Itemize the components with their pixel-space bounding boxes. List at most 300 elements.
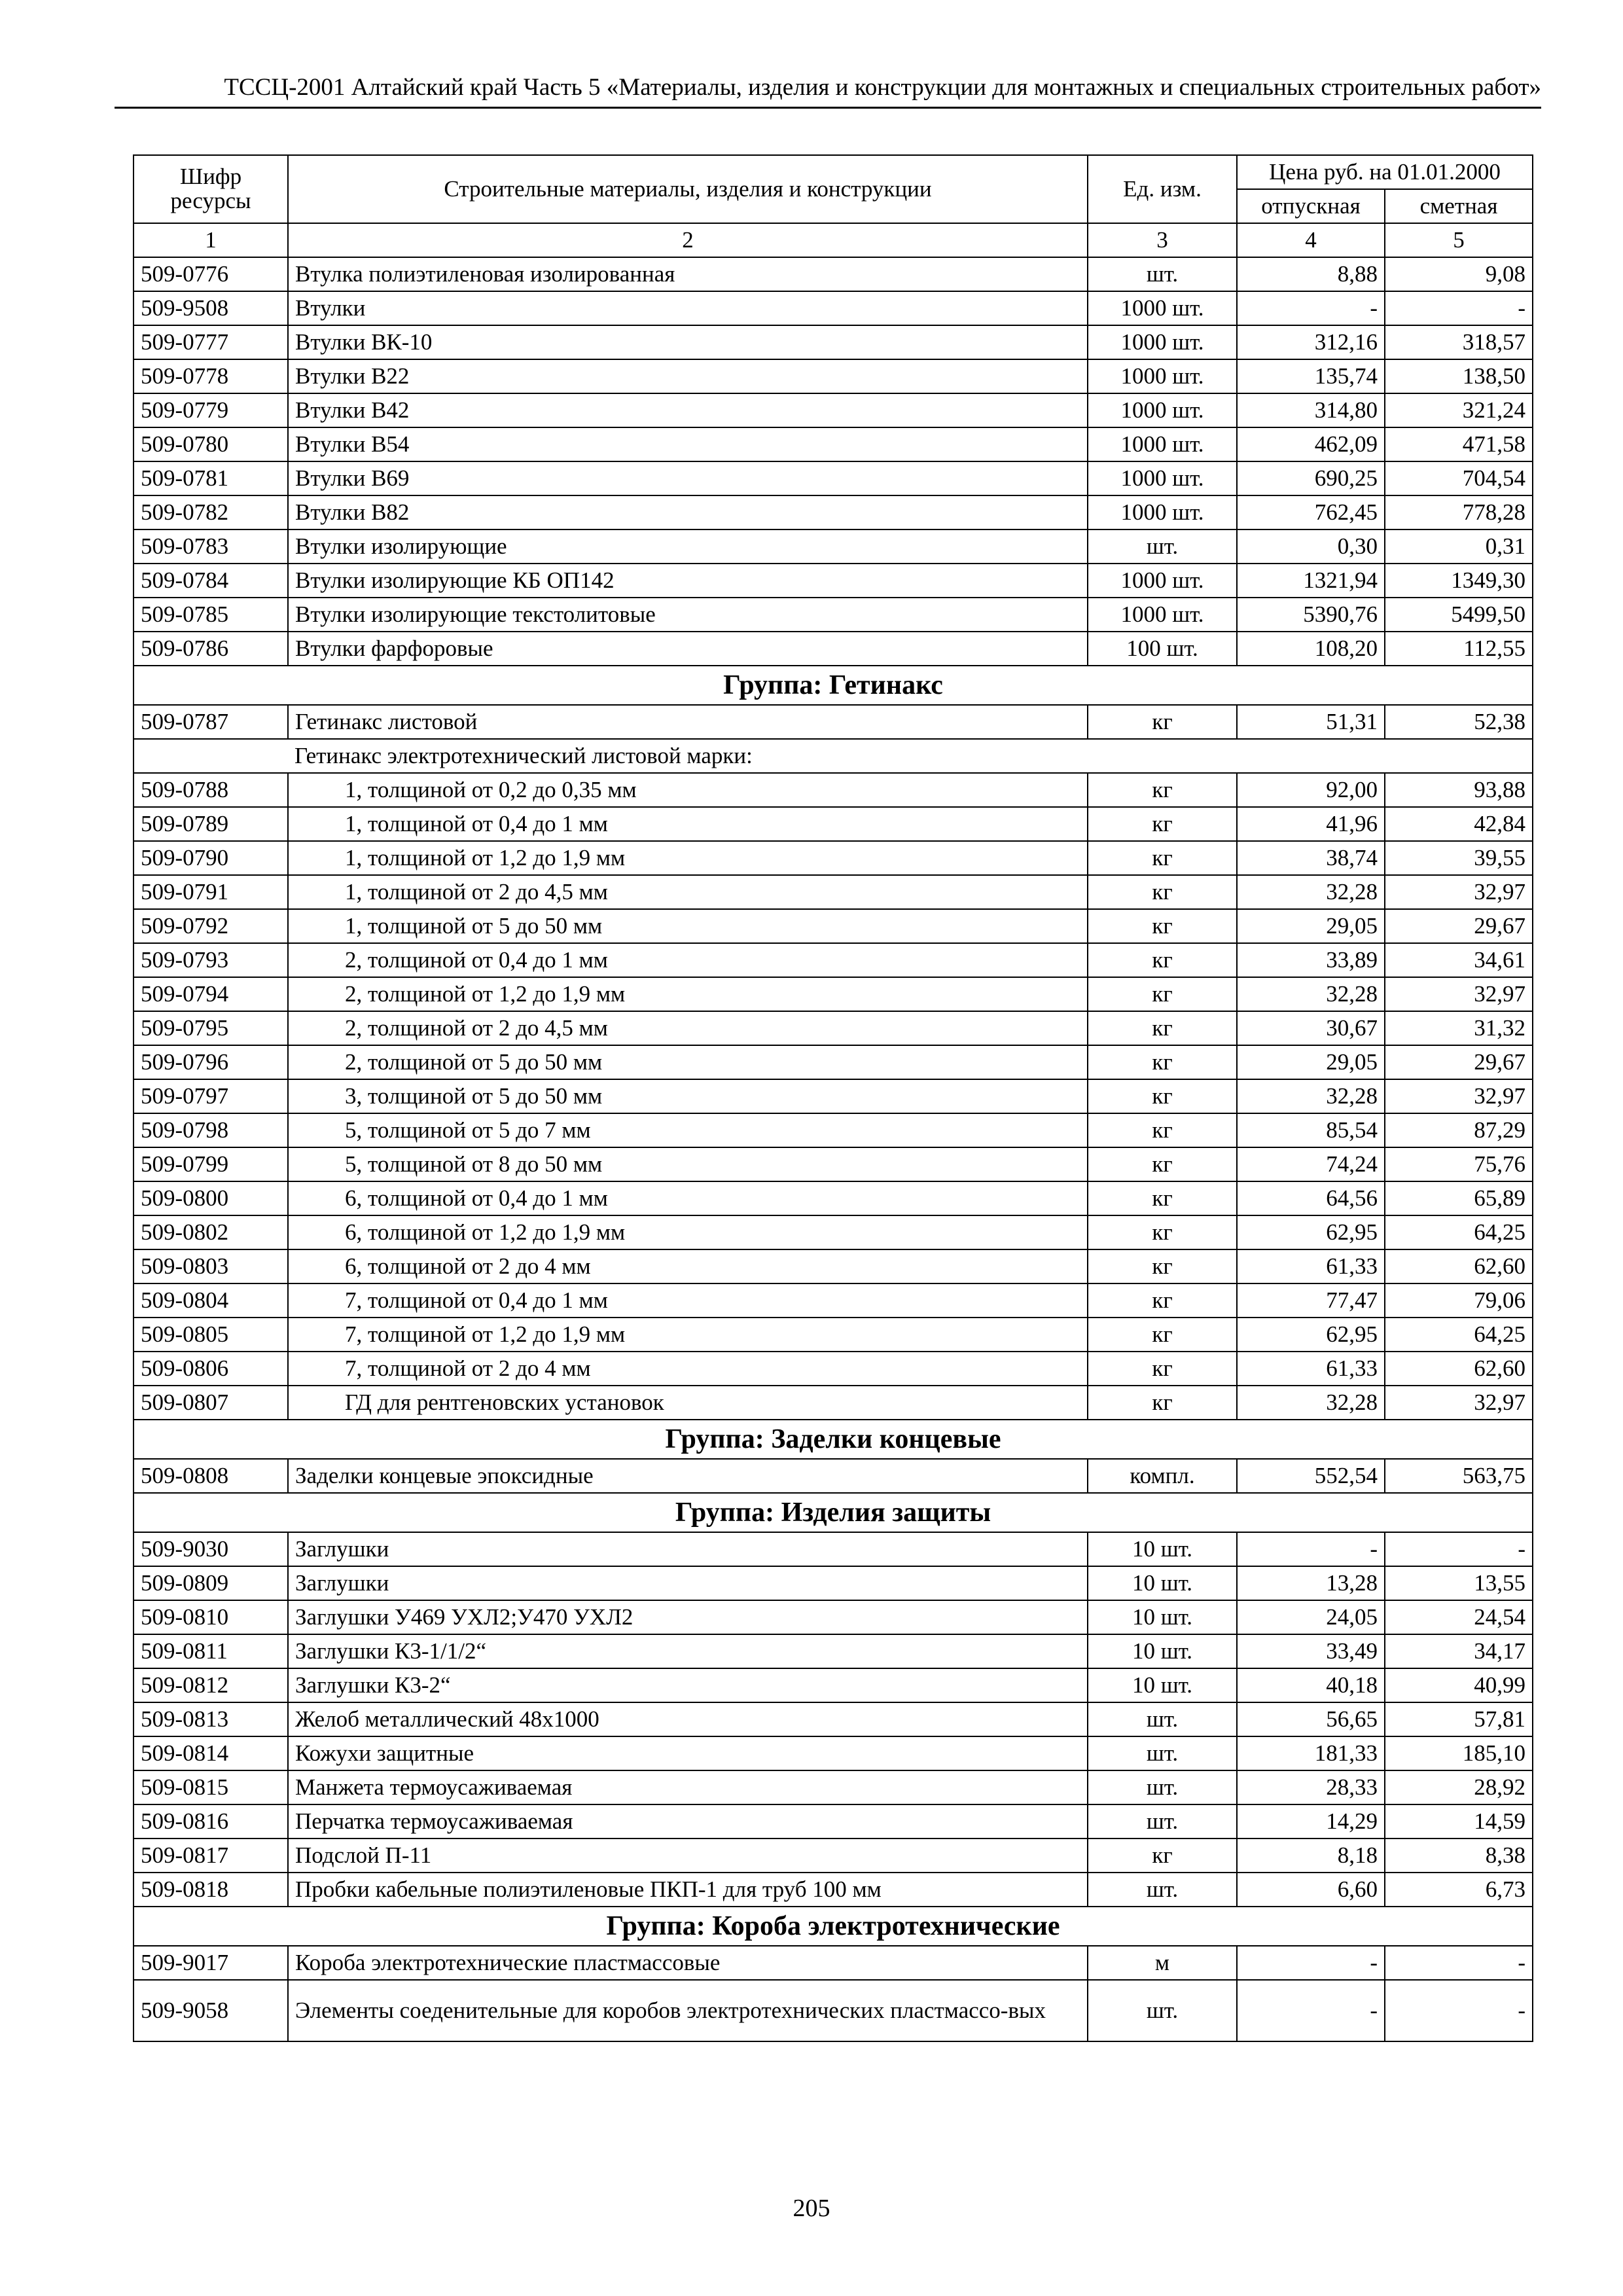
- name-cell: Заглушки: [288, 1566, 1088, 1600]
- unit-cell: кг: [1088, 1079, 1237, 1113]
- name-cell: 1, толщиной от 1,2 до 1,9 мм: [288, 841, 1088, 875]
- unit-cell: 1000 шт.: [1088, 359, 1237, 393]
- release-price-cell: 61,33: [1237, 1249, 1385, 1283]
- table-row: [134, 632, 1533, 666]
- release-price-cell: 0,30: [1237, 529, 1385, 564]
- table-row: [134, 359, 1533, 393]
- unit-cell: кг: [1088, 773, 1237, 807]
- name-cell: 1, толщиной от 2 до 4,5 мм: [288, 875, 1088, 909]
- release-price-cell: 108,20: [1237, 632, 1385, 666]
- name-cell: Кожухи защитные: [288, 1736, 1088, 1770]
- release-price-cell: 24,05: [1237, 1600, 1385, 1634]
- release-price-cell: 32,28: [1237, 977, 1385, 1011]
- unit-cell: шт.: [1088, 1736, 1237, 1770]
- unit-cell: кг: [1088, 705, 1237, 739]
- release-price-cell: -: [1237, 291, 1385, 325]
- code-cell: 509-9058: [134, 1980, 288, 2041]
- name-cell: Манжета термоусаживаемая: [288, 1770, 1088, 1804]
- release-price-cell: 56,65: [1237, 1702, 1385, 1736]
- table-row: [134, 1532, 1533, 1566]
- unit-cell: кг: [1088, 875, 1237, 909]
- release-price-cell: 6,60: [1237, 1873, 1385, 1907]
- name-cell: Втулки ВК-10: [288, 325, 1088, 359]
- release-price-cell: 62,95: [1237, 1318, 1385, 1352]
- name-cell: 2, толщиной от 5 до 50 мм: [288, 1045, 1088, 1079]
- name-cell: Заделки концевые эпоксидные: [288, 1459, 1088, 1493]
- table-row: [134, 773, 1533, 807]
- unit-cell: 1000 шт.: [1088, 598, 1237, 632]
- code-cell: 509-0784: [134, 564, 288, 598]
- table-row: [134, 564, 1533, 598]
- code-cell: 509-0798: [134, 1113, 288, 1147]
- group-title: Группа: Изделия защиты: [134, 1493, 1533, 1532]
- estimate-price-cell: 93,88: [1385, 773, 1533, 807]
- table-row: [134, 807, 1533, 841]
- table-row: [134, 1386, 1533, 1420]
- code-cell: 509-0808: [134, 1459, 288, 1493]
- estimate-price-cell: 318,57: [1385, 325, 1533, 359]
- estimate-price-cell: 64,25: [1385, 1215, 1533, 1249]
- estimate-price-cell: 8,38: [1385, 1839, 1533, 1873]
- table-row: [134, 943, 1533, 977]
- table-row: [134, 1352, 1533, 1386]
- estimate-price-cell: 778,28: [1385, 495, 1533, 529]
- unit-cell: 10 шт.: [1088, 1634, 1237, 1668]
- release-price-cell: -: [1237, 1532, 1385, 1566]
- code-cell: 509-0795: [134, 1011, 288, 1045]
- column-number: 4: [1237, 223, 1385, 257]
- name-cell: Заглушки К3-2“: [288, 1668, 1088, 1702]
- unit-cell: шт.: [1088, 529, 1237, 564]
- name-cell: Втулки изолирующие КБ ОП142: [288, 564, 1088, 598]
- code-cell: 509-0813: [134, 1702, 288, 1736]
- table-row: [134, 325, 1533, 359]
- code-cell: 509-0793: [134, 943, 288, 977]
- group-header-row: [134, 1420, 1533, 1459]
- unit-cell: м: [1088, 1946, 1237, 1980]
- unit-cell: кг: [1088, 1839, 1237, 1873]
- table-row: [134, 1283, 1533, 1318]
- table-row: [134, 495, 1533, 529]
- estimate-price-cell: 471,58: [1385, 427, 1533, 461]
- release-price-cell: 8,88: [1237, 257, 1385, 291]
- code-cell: 509-0786: [134, 632, 288, 666]
- table-row: [134, 393, 1533, 427]
- estimate-price-cell: 321,24: [1385, 393, 1533, 427]
- release-price-cell: 40,18: [1237, 1668, 1385, 1702]
- estimate-price-cell: -: [1385, 291, 1533, 325]
- estimate-price-cell: 5499,50: [1385, 598, 1533, 632]
- code-cell: 509-0803: [134, 1249, 288, 1283]
- name-cell: 1, толщиной от 0,2 до 0,35 мм: [288, 773, 1088, 807]
- table-row: [134, 598, 1533, 632]
- table-row: [134, 1770, 1533, 1804]
- estimate-price-cell: 185,10: [1385, 1736, 1533, 1770]
- name-cell: 7, толщиной от 0,4 до 1 мм: [288, 1283, 1088, 1318]
- unit-cell: 1000 шт.: [1088, 564, 1237, 598]
- estimate-price-cell: 34,17: [1385, 1634, 1533, 1668]
- estimate-price-cell: 28,92: [1385, 1770, 1533, 1804]
- code-cell: 509-0804: [134, 1283, 288, 1318]
- table-row: [134, 1011, 1533, 1045]
- name-cell: Пробки кабельные полиэтиленовые ПКП-1 для труб 100 мм: [288, 1873, 1088, 1907]
- name-cell: Заглушки: [288, 1532, 1088, 1566]
- table-row: [134, 1045, 1533, 1079]
- table-row: [134, 1600, 1533, 1634]
- release-price-cell: 30,67: [1237, 1011, 1385, 1045]
- unit-cell: шт.: [1088, 1770, 1237, 1804]
- unit-cell: шт.: [1088, 1873, 1237, 1907]
- table-row: [134, 1668, 1533, 1702]
- release-price-cell: 13,28: [1237, 1566, 1385, 1600]
- estimate-price-cell: 112,55: [1385, 632, 1533, 666]
- table-row: [134, 1804, 1533, 1839]
- code-cell: 509-0790: [134, 841, 288, 875]
- estimate-price-cell: 62,60: [1385, 1249, 1533, 1283]
- code-cell: 509-0788: [134, 773, 288, 807]
- code-cell: 509-0792: [134, 909, 288, 943]
- table-row: [134, 1736, 1533, 1770]
- code-cell: 509-9508: [134, 291, 288, 325]
- code-cell: 509-0811: [134, 1634, 288, 1668]
- unit-cell: шт.: [1088, 1702, 1237, 1736]
- unit-cell: кг: [1088, 1386, 1237, 1420]
- name-cell: 1, толщиной от 0,4 до 1 мм: [288, 807, 1088, 841]
- name-cell: 3, толщиной от 5 до 50 мм: [288, 1079, 1088, 1113]
- header-release-price: отпускная: [1237, 189, 1385, 223]
- unit-cell: кг: [1088, 943, 1237, 977]
- name-cell: Втулка полиэтиленовая изолированная: [288, 257, 1088, 291]
- code-cell: 509-0799: [134, 1147, 288, 1181]
- code-cell: 509-0794: [134, 977, 288, 1011]
- unit-cell: 100 шт.: [1088, 632, 1237, 666]
- release-price-cell: 32,28: [1237, 1079, 1385, 1113]
- table-row: [134, 1147, 1533, 1181]
- estimate-price-cell: 32,97: [1385, 1386, 1533, 1420]
- estimate-price-cell: 52,38: [1385, 705, 1533, 739]
- estimate-price-cell: 563,75: [1385, 1459, 1533, 1493]
- table-body: [134, 257, 1533, 2041]
- unit-cell: шт.: [1088, 1804, 1237, 1839]
- code-cell: 509-0814: [134, 1736, 288, 1770]
- code-cell: 509-0783: [134, 529, 288, 564]
- table-row: [134, 1873, 1533, 1907]
- name-cell: 2, толщиной от 0,4 до 1 мм: [288, 943, 1088, 977]
- name-cell: ГД для рентгеновских установок: [288, 1386, 1088, 1420]
- release-price-cell: 762,45: [1237, 495, 1385, 529]
- name-cell: Желоб металлический 48х1000: [288, 1702, 1088, 1736]
- name-cell: 2, толщиной от 1,2 до 1,9 мм: [288, 977, 1088, 1011]
- code-cell: 509-9030: [134, 1532, 288, 1566]
- unit-cell: 10 шт.: [1088, 1566, 1237, 1600]
- unit-cell: кг: [1088, 1352, 1237, 1386]
- release-price-cell: 38,74: [1237, 841, 1385, 875]
- release-price-cell: 135,74: [1237, 359, 1385, 393]
- name-cell: Заглушки У469 УХЛ2;У470 УХЛ2: [288, 1600, 1088, 1634]
- table-row: [134, 257, 1533, 291]
- unit-cell: шт.: [1088, 1980, 1237, 2041]
- name-cell: 6, толщиной от 0,4 до 1 мм: [288, 1181, 1088, 1215]
- estimate-price-cell: 57,81: [1385, 1702, 1533, 1736]
- name-cell: Втулки В54: [288, 427, 1088, 461]
- release-price-cell: 462,09: [1237, 427, 1385, 461]
- release-price-cell: 61,33: [1237, 1352, 1385, 1386]
- code-cell: 509-0816: [134, 1804, 288, 1839]
- header-code: Шифр ресурсы: [134, 155, 288, 223]
- release-price-cell: 33,49: [1237, 1634, 1385, 1668]
- code-cell: 509-0812: [134, 1668, 288, 1702]
- code-cell: 509-0807: [134, 1386, 288, 1420]
- estimate-price-cell: 29,67: [1385, 1045, 1533, 1079]
- release-price-cell: -: [1237, 1946, 1385, 1980]
- table-row: [134, 909, 1533, 943]
- group-header-row: [134, 1493, 1533, 1532]
- name-cell: Втулки В69: [288, 461, 1088, 495]
- code-cell: 509-0797: [134, 1079, 288, 1113]
- name-cell: Короба электротехнические пластмассовые: [288, 1946, 1088, 1980]
- table-row: [134, 1459, 1533, 1493]
- name-cell: 7, толщиной от 1,2 до 1,9 мм: [288, 1318, 1088, 1352]
- release-price-cell: 74,24: [1237, 1147, 1385, 1181]
- price-table: [133, 154, 1533, 2042]
- release-price-cell: 14,29: [1237, 1804, 1385, 1839]
- release-price-cell: 552,54: [1237, 1459, 1385, 1493]
- code-cell: 509-0817: [134, 1839, 288, 1873]
- group-header-row: [134, 666, 1533, 705]
- table-row: [134, 977, 1533, 1011]
- unit-cell: кг: [1088, 977, 1237, 1011]
- table-row: [134, 1946, 1533, 1980]
- code-cell: 509-9017: [134, 1946, 288, 1980]
- release-price-cell: 314,80: [1237, 393, 1385, 427]
- release-price-cell: 77,47: [1237, 1283, 1385, 1318]
- name-cell: Втулки фарфоровые: [288, 632, 1088, 666]
- estimate-price-cell: 40,99: [1385, 1668, 1533, 1702]
- unit-cell: кг: [1088, 1011, 1237, 1045]
- estimate-price-cell: 39,55: [1385, 841, 1533, 875]
- estimate-price-cell: 62,60: [1385, 1352, 1533, 1386]
- name-cell: Перчатка термоусаживаемая: [288, 1804, 1088, 1839]
- table-row: [134, 529, 1533, 564]
- code-cell: 509-0815: [134, 1770, 288, 1804]
- unit-cell: кг: [1088, 1318, 1237, 1352]
- estimate-price-cell: 32,97: [1385, 977, 1533, 1011]
- release-price-cell: 51,31: [1237, 705, 1385, 739]
- name-cell: 6, толщиной от 2 до 4 мм: [288, 1249, 1088, 1283]
- release-price-cell: 62,95: [1237, 1215, 1385, 1249]
- estimate-price-cell: 704,54: [1385, 461, 1533, 495]
- unit-cell: 1000 шт.: [1088, 325, 1237, 359]
- unit-cell: кг: [1088, 1283, 1237, 1318]
- page-number: 205: [793, 2195, 830, 2222]
- name-cell: 1, толщиной от 5 до 50 мм: [288, 909, 1088, 943]
- estimate-price-cell: 87,29: [1385, 1113, 1533, 1147]
- name-cell: Втулки В42: [288, 393, 1088, 427]
- code-cell: 509-0779: [134, 393, 288, 427]
- estimate-price-cell: 14,59: [1385, 1804, 1533, 1839]
- name-cell: Заглушки К3-1/1/2“: [288, 1634, 1088, 1668]
- code-cell: 509-0777: [134, 325, 288, 359]
- code-cell: 509-0787: [134, 705, 288, 739]
- estimate-price-cell: 1349,30: [1385, 564, 1533, 598]
- name-cell: Втулки изолирующие: [288, 529, 1088, 564]
- table-row: [134, 461, 1533, 495]
- name-cell: Втулки изолирующие текстолитовые: [288, 598, 1088, 632]
- unit-cell: кг: [1088, 909, 1237, 943]
- release-price-cell: 32,28: [1237, 1386, 1385, 1420]
- estimate-price-cell: 64,25: [1385, 1318, 1533, 1352]
- code-cell: 509-0810: [134, 1600, 288, 1634]
- name-cell: 6, толщиной от 1,2 до 1,9 мм: [288, 1215, 1088, 1249]
- estimate-price-cell: 42,84: [1385, 807, 1533, 841]
- group-title: Группа: Короба электротехнические: [134, 1907, 1533, 1946]
- table-row: [134, 1249, 1533, 1283]
- code-cell: 509-0782: [134, 495, 288, 529]
- code-cell: [134, 739, 288, 773]
- unit-cell: кг: [1088, 807, 1237, 841]
- estimate-price-cell: 32,97: [1385, 875, 1533, 909]
- table-row: [134, 1181, 1533, 1215]
- header-estimate-price: сметная: [1385, 189, 1533, 223]
- release-price-cell: 29,05: [1237, 1045, 1385, 1079]
- unit-cell: компл.: [1088, 1459, 1237, 1493]
- unit-cell: кг: [1088, 1249, 1237, 1283]
- name-cell: Подслой П-11: [288, 1839, 1088, 1873]
- estimate-price-cell: -: [1385, 1980, 1533, 2041]
- name-cell: Втулки В82: [288, 495, 1088, 529]
- unit-cell: кг: [1088, 1045, 1237, 1079]
- table-row: [134, 841, 1533, 875]
- unit-cell: 1000 шт.: [1088, 427, 1237, 461]
- table-row: [134, 1566, 1533, 1600]
- unit-cell: 1000 шт.: [1088, 393, 1237, 427]
- unit-cell: 1000 шт.: [1088, 495, 1237, 529]
- release-price-cell: 32,28: [1237, 875, 1385, 909]
- code-cell: 509-0796: [134, 1045, 288, 1079]
- header-unit: Ед. изм.: [1088, 155, 1237, 223]
- estimate-price-cell: -: [1385, 1532, 1533, 1566]
- unit-cell: кг: [1088, 1215, 1237, 1249]
- code-cell: 509-0781: [134, 461, 288, 495]
- release-price-cell: 33,89: [1237, 943, 1385, 977]
- unit-cell: 1000 шт.: [1088, 461, 1237, 495]
- code-cell: 509-0800: [134, 1181, 288, 1215]
- estimate-price-cell: 138,50: [1385, 359, 1533, 393]
- code-cell: 509-0778: [134, 359, 288, 393]
- estimate-price-cell: 75,76: [1385, 1147, 1533, 1181]
- name-cell: Втулки В22: [288, 359, 1088, 393]
- estimate-price-cell: 0,31: [1385, 529, 1533, 564]
- table-row: [134, 1839, 1533, 1873]
- estimate-price-cell: 34,61: [1385, 943, 1533, 977]
- release-price-cell: 41,96: [1237, 807, 1385, 841]
- estimate-price-cell: 79,06: [1385, 1283, 1533, 1318]
- release-price-cell: 28,33: [1237, 1770, 1385, 1804]
- code-cell: 509-0806: [134, 1352, 288, 1386]
- column-number: 5: [1385, 223, 1533, 257]
- release-price-cell: 8,18: [1237, 1839, 1385, 1873]
- header-price: Цена руб. на 01.01.2000: [1237, 155, 1533, 189]
- code-cell: 509-0802: [134, 1215, 288, 1249]
- release-price-cell: 29,05: [1237, 909, 1385, 943]
- estimate-price-cell: 29,67: [1385, 909, 1533, 943]
- estimate-price-cell: 31,32: [1385, 1011, 1533, 1045]
- release-price-cell: 85,54: [1237, 1113, 1385, 1147]
- unit-cell: 1000 шт.: [1088, 291, 1237, 325]
- estimate-price-cell: 24,54: [1385, 1600, 1533, 1634]
- table-row: [134, 1318, 1533, 1352]
- release-price-cell: 1321,94: [1237, 564, 1385, 598]
- subheading-row: [134, 739, 1533, 773]
- code-cell: 509-0809: [134, 1566, 288, 1600]
- column-number: 3: [1088, 223, 1237, 257]
- estimate-price-cell: -: [1385, 1946, 1533, 1980]
- estimate-price-cell: 13,55: [1385, 1566, 1533, 1600]
- release-price-cell: 64,56: [1237, 1181, 1385, 1215]
- name-cell: 2, толщиной от 2 до 4,5 мм: [288, 1011, 1088, 1045]
- code-cell: 509-0776: [134, 257, 288, 291]
- page-header: ТССЦ-2001 Алтайский край Часть 5 «Материалы, изделия и конструкции для монтажных и специальных строительных работ»: [115, 73, 1541, 109]
- table-row: [134, 875, 1533, 909]
- name-cell: 5, толщиной от 5 до 7 мм: [288, 1113, 1088, 1147]
- code-cell: 509-0785: [134, 598, 288, 632]
- estimate-price-cell: 65,89: [1385, 1181, 1533, 1215]
- table-row: [134, 705, 1533, 739]
- release-price-cell: 690,25: [1237, 461, 1385, 495]
- release-price-cell: 92,00: [1237, 773, 1385, 807]
- estimate-price-cell: 9,08: [1385, 257, 1533, 291]
- unit-cell: шт.: [1088, 257, 1237, 291]
- table-row: [134, 1702, 1533, 1736]
- estimate-price-cell: 32,97: [1385, 1079, 1533, 1113]
- table-row: [134, 1980, 1533, 2041]
- name-cell: 7, толщиной от 2 до 4 мм: [288, 1352, 1088, 1386]
- code-cell: 509-0791: [134, 875, 288, 909]
- group-header-row: [134, 1907, 1533, 1946]
- table-row: [134, 1215, 1533, 1249]
- unit-cell: кг: [1088, 1113, 1237, 1147]
- unit-cell: 10 шт.: [1088, 1668, 1237, 1702]
- release-price-cell: -: [1237, 1980, 1385, 2041]
- unit-cell: кг: [1088, 1147, 1237, 1181]
- code-cell: 509-0805: [134, 1318, 288, 1352]
- unit-cell: 10 шт.: [1088, 1532, 1237, 1566]
- unit-cell: кг: [1088, 1181, 1237, 1215]
- name-cell: 5, толщиной от 8 до 50 мм: [288, 1147, 1088, 1181]
- estimate-price-cell: 6,73: [1385, 1873, 1533, 1907]
- table-row: [134, 291, 1533, 325]
- subheading-text: Гетинакс электротехнический листовой марки:: [288, 739, 1533, 773]
- table-row: [134, 427, 1533, 461]
- code-cell: 509-0780: [134, 427, 288, 461]
- name-cell: Элементы соеденительные для коробов электротехнических пластмассо-вых: [288, 1980, 1088, 2041]
- name-cell: Гетинакс листовой: [288, 705, 1088, 739]
- group-title: Группа: Заделки концевые: [134, 1420, 1533, 1459]
- table-row: [134, 1113, 1533, 1147]
- column-number: 1: [134, 223, 288, 257]
- table-row: [134, 1634, 1533, 1668]
- column-number: 2: [288, 223, 1088, 257]
- code-cell: 509-0789: [134, 807, 288, 841]
- table-row: [134, 1079, 1533, 1113]
- release-price-cell: 312,16: [1237, 325, 1385, 359]
- release-price-cell: 181,33: [1237, 1736, 1385, 1770]
- code-cell: 509-0818: [134, 1873, 288, 1907]
- unit-cell: кг: [1088, 841, 1237, 875]
- name-cell: Втулки: [288, 291, 1088, 325]
- header-name: Строительные материалы, изделия и конструкции: [288, 155, 1088, 223]
- unit-cell: 10 шт.: [1088, 1600, 1237, 1634]
